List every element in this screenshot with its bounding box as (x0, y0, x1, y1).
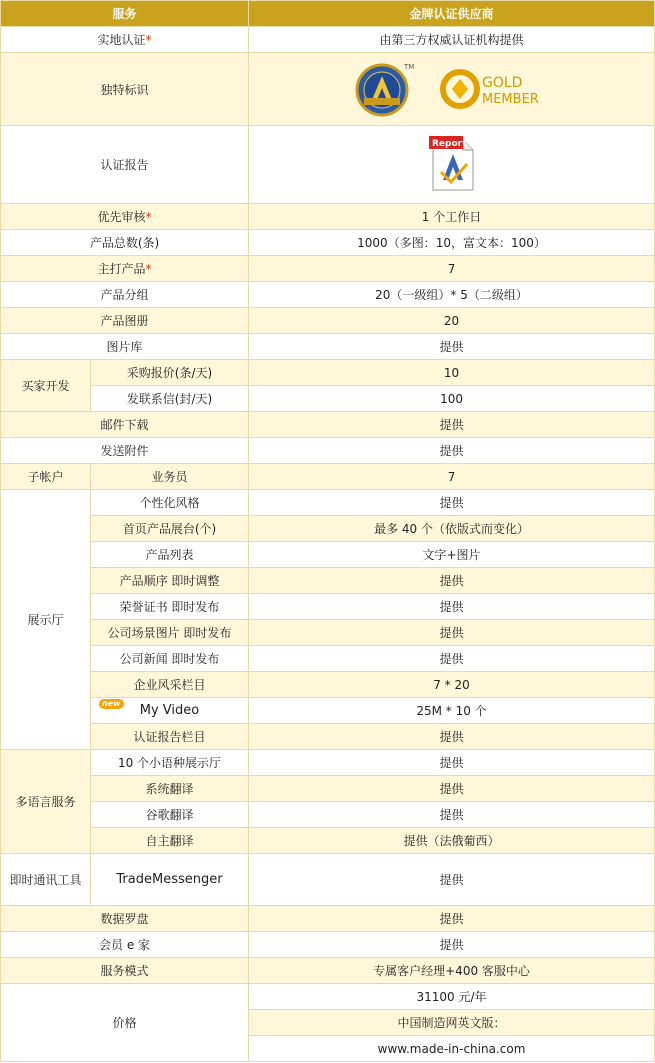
row-value-showroom: 提供 (249, 490, 655, 516)
row-value-multilang: 提供（法俄葡西） (249, 828, 655, 854)
row-label-multilang: 10 个小语种展示厅 (91, 750, 249, 776)
svg-text:Report: Report (431, 139, 466, 149)
table-header (1, 1, 655, 27)
row-label-showroom: 产品列表 (91, 542, 249, 568)
row-label-my-video: new My Video (91, 698, 249, 724)
table-row (1, 230, 655, 256)
table-row (1, 360, 655, 386)
row-label-attachments: 发送附件 (1, 438, 249, 464)
row-value-multilang: 提供 (249, 802, 655, 828)
row-value-showroom: 7 * 20 (249, 672, 655, 698)
row-label-showroom: 公司新闻 即时发布 (91, 646, 249, 672)
table-row (1, 854, 655, 906)
svg-text:MEMBER: MEMBER (481, 92, 539, 107)
group-label-buyer-dev: 买家开发 (1, 360, 91, 412)
table-row (1, 53, 655, 126)
row-label-groups: 产品分组 (1, 282, 249, 308)
table-row (1, 516, 655, 542)
row-label-mail-download: 邮件下载 (1, 412, 249, 438)
row-label-showroom: 认证报告栏目 (91, 724, 249, 750)
row-label-showroom: 公司场景图片 即时发布 (91, 620, 249, 646)
row-label-showroom: 个性化风格 (91, 490, 249, 516)
row-value-price: 31100 元/年 (249, 984, 655, 1010)
table-row (1, 802, 655, 828)
row-value-quote: 10 (249, 360, 655, 386)
table-row (1, 594, 655, 620)
table-row (1, 308, 655, 334)
row-label-multilang: 谷歌翻译 (91, 802, 249, 828)
row-label-onsite: 实地认证* (1, 27, 249, 53)
table-row (1, 334, 655, 360)
table-row (1, 958, 655, 984)
table-row (1, 126, 655, 204)
row-value-groups: 20（一级组）* 5（二级组） (249, 282, 655, 308)
row-value-my-video: 25M * 10 个 (249, 698, 655, 724)
header-service: 服务 (1, 1, 249, 27)
table-row (1, 204, 655, 230)
row-label-featured: 主打产品* (1, 256, 249, 282)
row-value-showroom: 提供 (249, 620, 655, 646)
row-value-featured: 7 (249, 256, 655, 282)
row-label-service-mode: 服务模式 (1, 958, 249, 984)
table-row (1, 490, 655, 516)
row-label-ehome: 会员 e 家 (1, 932, 249, 958)
row-value-mail-download: 提供 (249, 412, 655, 438)
row-value-showroom: 提供 (249, 724, 655, 750)
row-label-priority: 优先审核* (1, 204, 249, 230)
row-value-marks (249, 53, 655, 126)
table-row (1, 750, 655, 776)
row-value-compass: 提供 (249, 906, 655, 932)
row-label-showroom: 首页产品展台(个) (91, 516, 249, 542)
audited-supplier-seal-icon (354, 60, 418, 118)
svg-text:GOLD: GOLD (481, 75, 522, 91)
table-row (1, 698, 655, 724)
row-label-products-total: 产品总数(条) (1, 230, 249, 256)
row-label-gallery: 图片库 (1, 334, 249, 360)
row-label-showroom: 荣誉证书 即时发布 (91, 594, 249, 620)
row-label-compass: 数据罗盘 (1, 906, 249, 932)
row-label-multilang: 自主翻译 (91, 828, 249, 854)
row-value-attachments: 提供 (249, 438, 655, 464)
table-row (1, 27, 655, 53)
row-label-sales: 业务员 (91, 464, 249, 490)
row-label-report: 认证报告 (1, 126, 249, 204)
table-row (1, 906, 655, 932)
group-label-multilang: 多语言服务 (1, 750, 91, 854)
row-value-showroom: 提供 (249, 646, 655, 672)
row-label-price: 价格 (1, 984, 249, 1062)
row-label-showroom: 产品顺序 即时调整 (91, 568, 249, 594)
row-label-marks: 独特标识 (1, 53, 249, 126)
row-value-price-url: www.made-in-china.com (249, 1036, 655, 1062)
group-label-im: 即时通讯工具 (1, 854, 91, 906)
row-value-sales: 7 (249, 464, 655, 490)
table-row (1, 932, 655, 958)
table-row (1, 568, 655, 594)
table-row (1, 724, 655, 750)
table-row (1, 828, 655, 854)
row-value-showroom: 文字+图片 (249, 542, 655, 568)
row-value-multilang: 提供 (249, 776, 655, 802)
header-gold-supplier: 金牌认证供应商 (249, 1, 655, 27)
row-value-contact: 100 (249, 386, 655, 412)
table-row (1, 256, 655, 282)
table-row (1, 646, 655, 672)
row-value-gallery: 提供 (249, 334, 655, 360)
group-label-showroom: 展示厅 (1, 490, 91, 750)
row-value-showroom: 提供 (249, 594, 655, 620)
row-label-showroom: 企业风采栏目 (91, 672, 249, 698)
table-row (1, 672, 655, 698)
table-row (1, 620, 655, 646)
row-value-service-mode: 专属客户经理+400 客服中心 (249, 958, 655, 984)
row-value-showroom: 提供 (249, 568, 655, 594)
row-label-quote: 采购报价(条/天) (91, 360, 249, 386)
row-value-price-site: 中国制造网英文版： (249, 1010, 655, 1036)
row-value-multilang: 提供 (249, 750, 655, 776)
table-row (1, 386, 655, 412)
table-row (1, 438, 655, 464)
row-value-onsite: 由第三方权威认证机构提供 (249, 27, 655, 53)
gold-member-logo-icon (440, 67, 550, 111)
table-row (1, 412, 655, 438)
row-value-showroom: 最多 40 个（依版式而变化） (249, 516, 655, 542)
table-row (1, 464, 655, 490)
row-value-products-total: 1000（多图：10，富文本：100） (249, 230, 655, 256)
table-row (1, 984, 655, 1010)
row-value-ehome: 提供 (249, 932, 655, 958)
table-row (1, 776, 655, 802)
row-value-trademessenger: 提供 (249, 854, 655, 906)
row-value-priority: 1 个工作日 (249, 204, 655, 230)
row-label-catalog: 产品图册 (1, 308, 249, 334)
table-row (1, 542, 655, 568)
table-row (1, 282, 655, 308)
row-value-report (249, 126, 655, 204)
report-document-icon (427, 134, 477, 192)
row-label-multilang: 系统翻译 (91, 776, 249, 802)
new-badge: new (99, 699, 124, 709)
group-label-sub-account: 子帐户 (1, 464, 91, 490)
svg-text:TM: TM (403, 63, 414, 71)
row-value-catalog: 20 (249, 308, 655, 334)
row-label-trademessenger: TradeMessenger (91, 854, 249, 906)
row-label-contact: 发联系信(封/天) (91, 386, 249, 412)
